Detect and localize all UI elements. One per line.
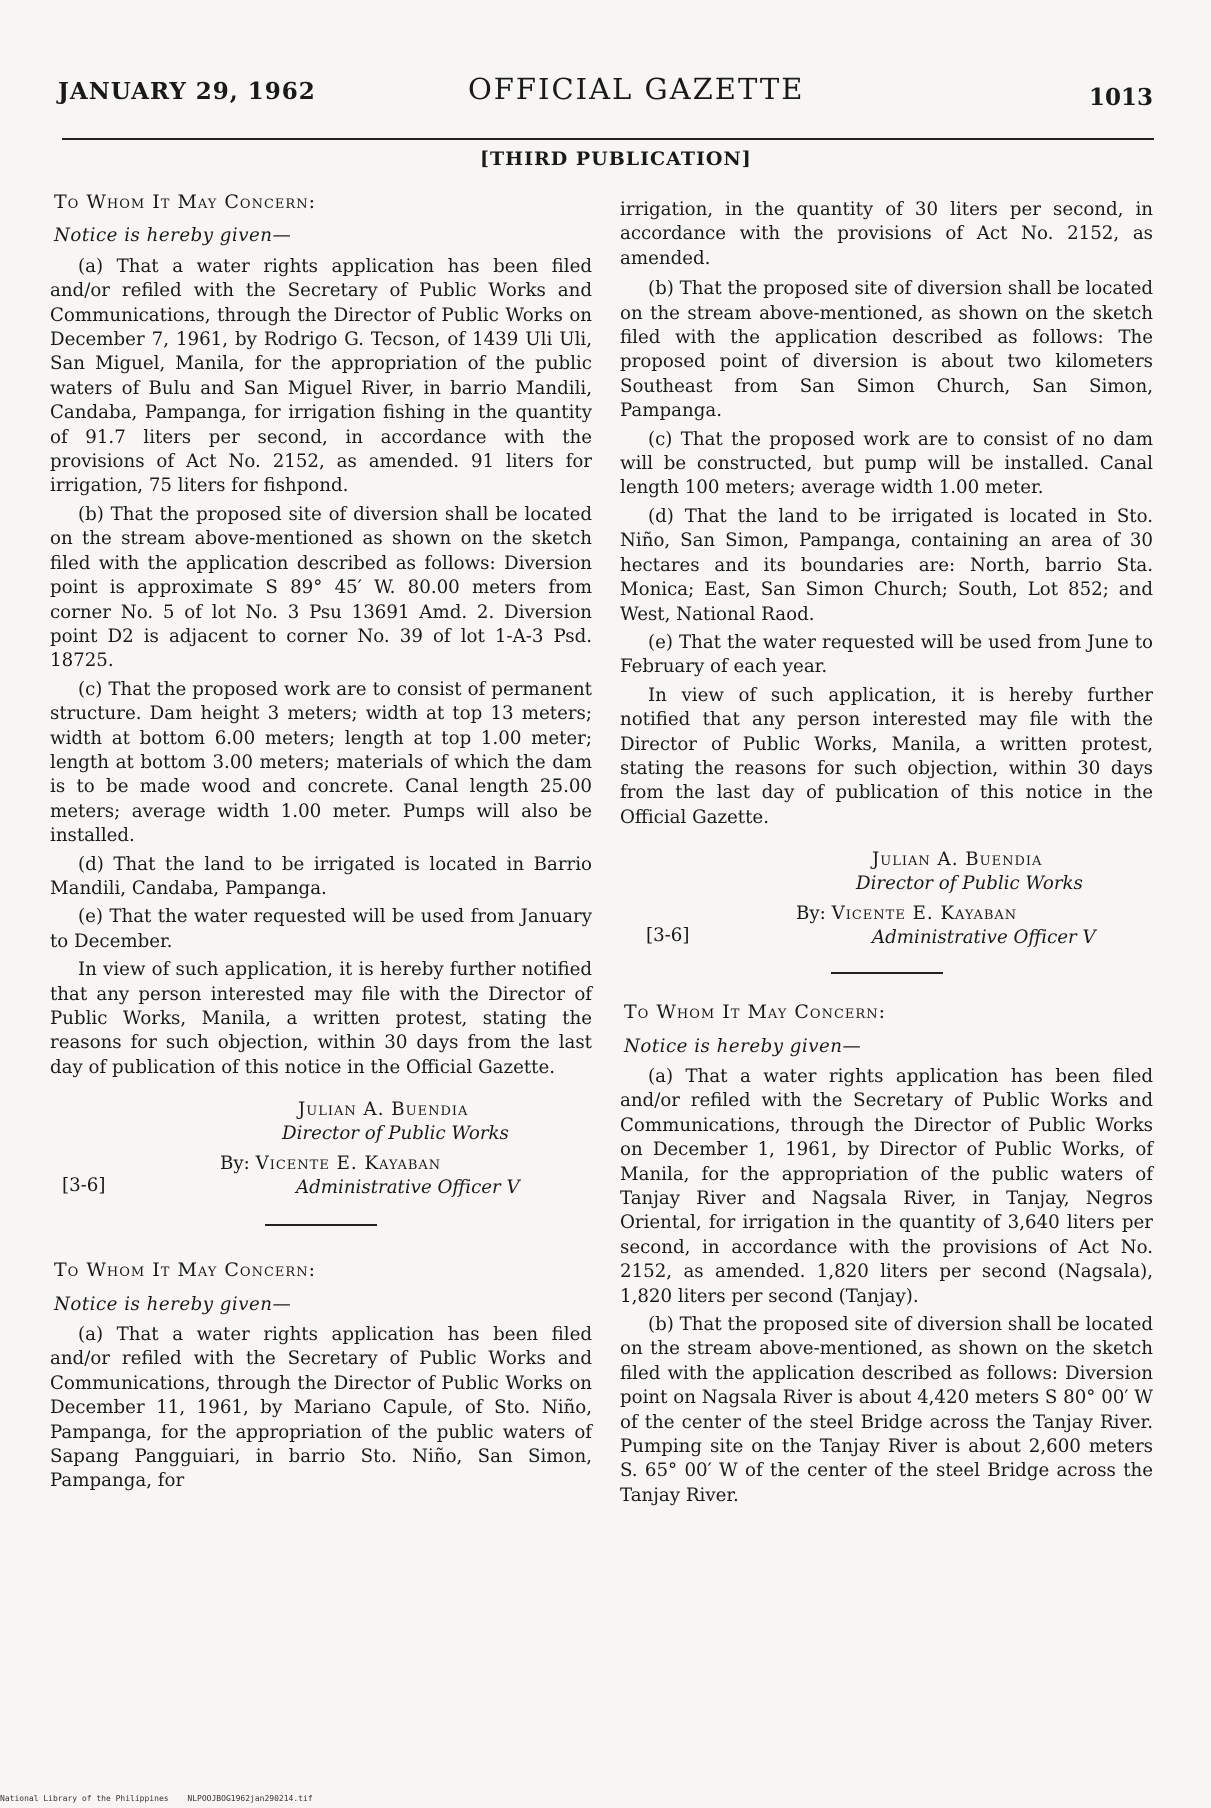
notice-paragraph: In view of such application, it is hereby further notified that any person interested may file with the Director of Public Works, Manila, a written protest, stating the reasons for such objection, within 30 days from the last day of publication of this notice in the Official Gazette. [620, 684, 1153, 828]
notice-separator [831, 972, 943, 974]
notice-paragraph: (a) That a water rights application has been filed and/or refiled with the Secretary of Public Works and Communications, through the Director of Public Works on December 11, 1961, by Mariano Capule, of Sto. Niño, Pampanga, for the appropriation of the public waters of Sapang Pangguiari, in barrio Sto. Niño, San Simon, Pampanga, for [50, 1324, 592, 1492]
notice-opening: Notice is hereby given— [54, 1293, 292, 1315]
notice-paragraph: (d) That the land to be irrigated is located in Sto. Niño, San Simon, Pampanga, containing an area of 30 hectares and its boundaries are: North, barrio Sta. Monica; East, San Simon Church; South, Lot 852; and West, National Raod. [620, 505, 1153, 625]
notice-opening: Notice is hereby given— [54, 225, 292, 247]
notice-paragraph: (a) That a water rights application has been filed and/or refiled with the Secretary of Public Works and Communications, through the Director of Public Works on December 1, 1961, by Director of Public Works, of Manila, for the appropriation of the public waters of Tanjay River and Nagsala River, in Tanjay, Negros Oriental, for irrigation in the quantity of 3,640 liters per second, in accordance with the provisions of Act No. 2152, as amended. 1,820 liters per second (Nagsala), 1,820 liters per second (Tanjay). [620, 1065, 1153, 1307]
by-label: By: [220, 1153, 250, 1175]
signatory-title: Director of Public Works [856, 873, 1083, 895]
notice-addressee: To Whom It May Concern: [54, 191, 316, 213]
issue-date: JANUARY 29, 1962 [58, 78, 316, 105]
notice-paragraph: (c) That the proposed work are to consist of no dam will be constructed, but pump will be installed. Canal length 100 meters; average width 1.00 meter. [620, 428, 1153, 499]
by-label: By: [796, 903, 826, 925]
footer-library: National Library of the Philippines [0, 1794, 169, 1803]
left-column [50, 190, 592, 1498]
publication-tag: [THIRD PUBLICATION] [480, 148, 752, 170]
by-line [796, 902, 1017, 926]
notice-paragraph: (a) That a water rights application has been filed and/or refiled with the Secretary of Public Works and Communications, through the Director of Public Works on December 7, 1961, by Rodrigo G. Tecson, of 1439 Uli Uli, San Miguel, Manila, for the appropriation of the public waters of Bulu and San Miguel River, in barrio Mandili, Candaba, Pampanga, for irrigation fishing in the quantity of 91.7 liters per second, in accordance with the provisions of Act No. 2152, as amended. 91 liters for irrigation, 75 liters for fishpond. [50, 255, 592, 497]
notice-paragraph: In view of such application, it is hereby further notified that any person interested may file with the Director of Public Works, Manila, a written protest, stating the reasons for such objection, within 30 days from the last day of publication of this notice in the Official Gazette. [50, 959, 592, 1078]
notice-paragraph: (b) That the proposed site of diversion shall be located on the stream above-mentioned, as shown on the sketch filed with the application described as follows: Diversion point on Nagsala River is about 4,420 meters S 80° 00′ W of the center of the steel Bridge across the Tanjay River. Pumping site on the Tanjay River is about 2,600 meters S. 65° 00′ W of the center of the steel Bridge across the Tanjay River. [620, 1314, 1153, 1506]
signature-block [620, 834, 1153, 954]
notice-addressee: To Whom It May Concern: [624, 1001, 886, 1024]
by-name: Vicente E. Kayaban [255, 1153, 442, 1175]
signatory-name: Julian A. Buendia [298, 1099, 469, 1121]
header-rule [62, 138, 1154, 140]
notice-paragraph: irrigation, in the quantity of 30 liters per second, in accordance with the provisions of Act No. 2152, as amended. [620, 199, 1153, 269]
notice-paragraph: (e) That the water requested will be used from June to February of each year. [620, 631, 1153, 678]
notice-separator [265, 1224, 377, 1226]
notice-paragraph: (c) That the proposed work are to consist of permanent structure. Dam height 3 meters; width at top 13 meters; width at bottom 6.00 meters; length at top 1.00 meter; length at bottom 3.00 meters; materials of which the dam is to be made wood and concrete. Canal length 25.00 meters; average width 1.00 meter. Pumps will also be installed. [50, 678, 592, 847]
page-number: 1013 [1088, 84, 1153, 111]
notice-paragraph: (e) That the water requested will be used from January to December. [50, 906, 592, 952]
notice-3 [620, 1000, 1153, 1508]
notice-ref: [3-6] [62, 1175, 106, 1197]
signatory-title: Director of Public Works [282, 1123, 509, 1145]
notice-paragraph: (d) That the land to be irrigated is located in Barrio Mandili, Candaba, Pampanga. [50, 853, 592, 899]
notice-2 [50, 1258, 592, 1494]
notice-paragraph: (b) That the proposed site of diversion shall be located on the stream above-mentioned, as shown on the sketch filed with the application described as follows: The proposed point of diversion is about two kilometers Southeast from San Simon Church, San Simon, Pampanga. [620, 278, 1153, 422]
by-name: Vicente E. Kayaban [831, 903, 1018, 925]
right-column [620, 198, 1153, 1512]
page-header [58, 72, 1153, 122]
signatory-name: Julian A. Buendia [872, 849, 1043, 871]
footer-file: NLPOOJBOG1962jan290214.tif [187, 1794, 313, 1803]
publication-title: OFFICIAL GAZETTE [468, 72, 805, 106]
notice-paragraph: (b) That the proposed site of diversion shall be located on the stream above-mentioned as shown on the sketch filed with the application described as follows: Diversion point is approximate S 89° 45′ W. 80.00 meters from corner No. 5 of lot No. 3 Psu 13691 Amd. 2. Diversion point D2 is adjacent to corner No. 39 of lot 1-A-3 Psd. 18725. [50, 503, 592, 672]
signature-block [50, 1084, 592, 1204]
notice-opening: Notice is hereby given— [624, 1035, 862, 1057]
by-title: Administrative Officer V [872, 927, 1096, 949]
by-line [220, 1152, 441, 1176]
notice-ref: [3-6] [646, 925, 690, 947]
notice-addressee: To Whom It May Concern: [54, 1259, 316, 1282]
notice-1 [50, 190, 592, 1226]
by-title: Administrative Officer V [296, 1177, 520, 1199]
scan-footer [0, 1794, 327, 1803]
